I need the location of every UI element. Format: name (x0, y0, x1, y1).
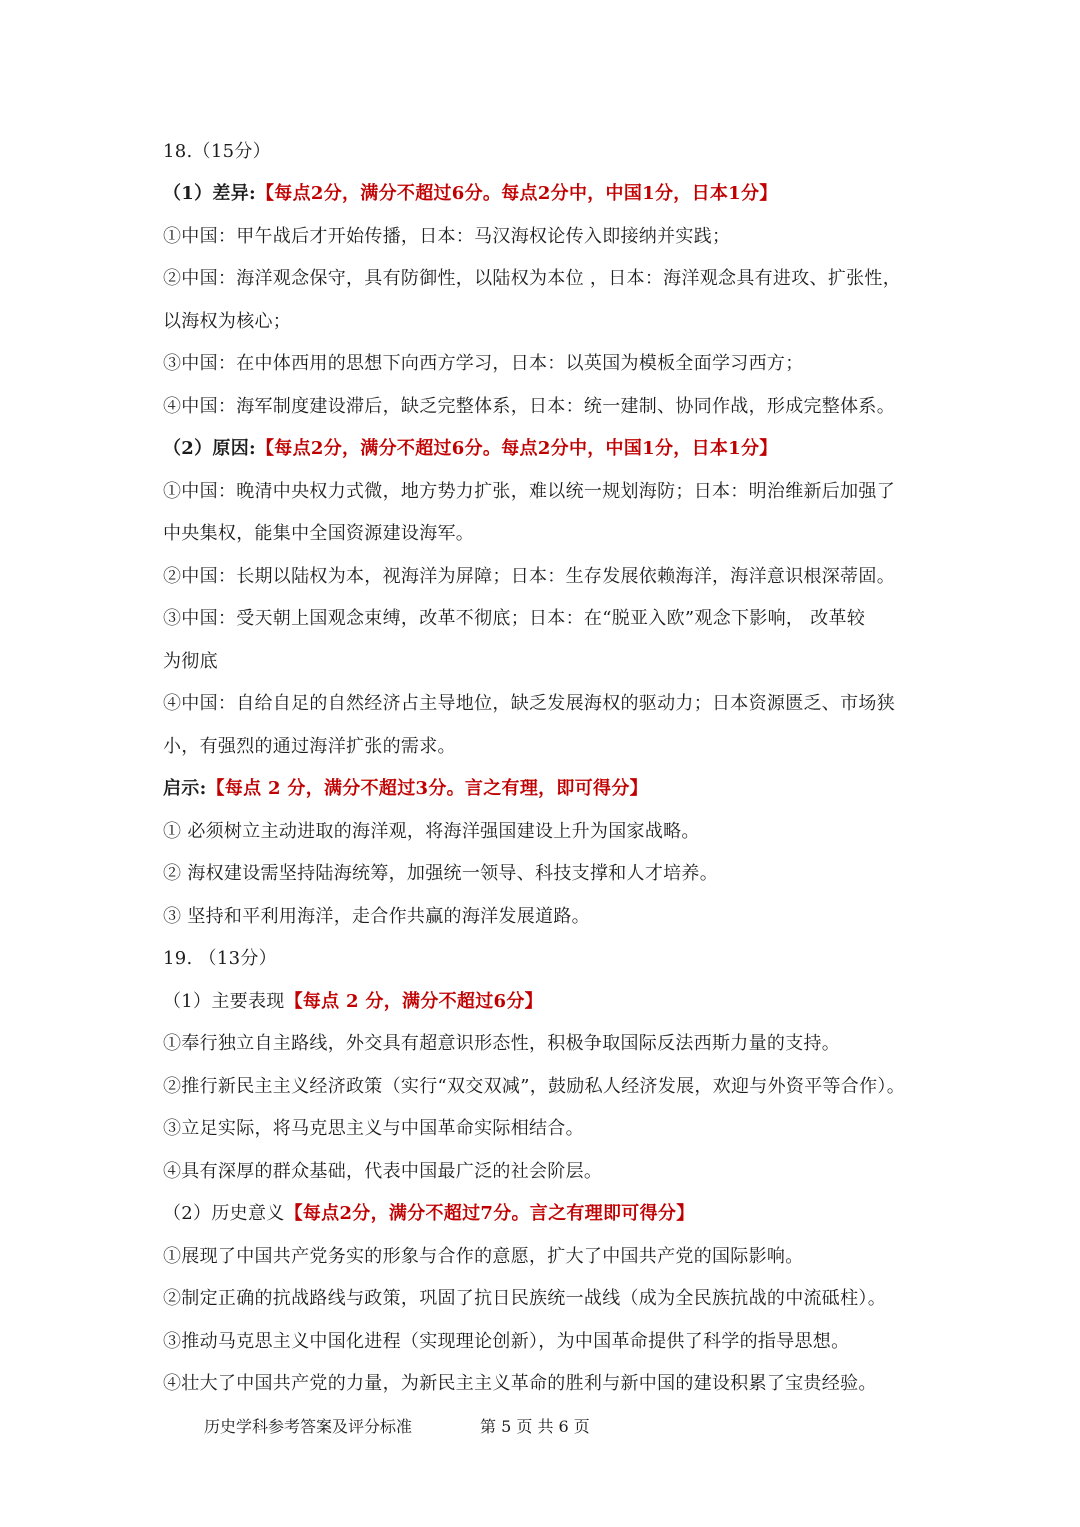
q19-part1-header (163, 990, 923, 1014)
q19-part2-item: ③推动马克思主义中国化进程（实现理论创新），为中国革命提供了科学的指导思想。 (163, 1331, 850, 1352)
q18-heading: 18.（15分） (163, 141, 271, 162)
q18-part1-header (163, 182, 923, 206)
q18-part1-label: （1）差异: (163, 183, 256, 204)
q18-part1-item: ④中国：海军制度建设滞后，缺乏完整体系，日本：统一建制、协同作战，形成完整体系。 (163, 396, 895, 417)
q19-part1-label: （1）主要表现 (163, 991, 285, 1012)
q18-part2-item: ①中国：晚清中央权力式微，地方势力扩张，难以统一规划海防；日本：明治维新后加强了 (163, 481, 895, 502)
q19-part2-item: ④壮大了中国共产党的力量，为新民主主义革命的胜利与新中国的建设积累了宝贵经验。 (163, 1373, 877, 1394)
q18-part2-item: 为彻底 (163, 651, 218, 672)
q18-part2-header (163, 437, 923, 461)
q18-part2-criteria: 【每点2分，满分不超过6分。每点2分中，中国1分，日本1分】 (255, 438, 778, 459)
q19-part1-item: ①奉行独立自主路线，外交具有超意识形态性，积极争取国际反法西斯力量的支持。 (163, 1033, 841, 1054)
q19-part1-item: ③立足实际，将马克思主义与中国革命实际相结合。 (163, 1118, 584, 1139)
q18-part2-item: ③中国：受天朝上国观念束缚，改革不彻底；日本：在“脱亚入欧”观念下影响， 改革较 (163, 608, 866, 629)
q19-part2-criteria: 【每点2分，满分不超过7分。言之有理即可得分】 (284, 1203, 695, 1224)
q19-heading: 19. （13分） (163, 948, 277, 969)
q18-part2-item: 小，有强烈的通过海洋扩张的需求。 (163, 736, 456, 757)
q19-part2-label: （2）历史意义 (163, 1203, 285, 1224)
q19-part2-header (163, 1202, 923, 1226)
q18-part1-criteria: 【每点2分，满分不超过6分。每点2分中，中国1分，日本1分】 (255, 183, 778, 204)
q18-part1-item: ②中国：海洋观念保守，具有防御性，以陆权为本位 ，日本：海洋观念具有进攻、扩张性， (163, 268, 902, 289)
q19-part2-item: ①展现了中国共产党务实的形象与合作的意愿，扩大了中国共产党的国际影响。 (163, 1246, 804, 1267)
q19-part2-item: ②制定正确的抗战路线与政策，巩固了抗日民族统一战线（成为全民族抗战的中流砥柱）。 (163, 1288, 886, 1309)
footer-subject: 历史学科参考答案及评分标准 (204, 1417, 413, 1436)
q18-part1-item: 以海权为核心； (163, 311, 292, 332)
q18-part2-item: ④中国：自给自足的自然经济占主导地位，缺乏发展海权的驱动力；日本资源匮乏、市场狭 (163, 693, 895, 714)
q19-part1-criteria: 【每点 2 分，满分不超过6分】 (284, 991, 543, 1012)
q18-part3-label: 启示: (163, 778, 207, 799)
q19-part1-item: ④具有深厚的群众基础，代表中国最广泛的社会阶层。 (163, 1161, 603, 1182)
q18-part2-label: （2）原因: (163, 438, 256, 459)
q18-part2-item: 中央集权，能集中全国资源建设海军。 (163, 523, 475, 544)
q18-part1-item: ①中国：甲午战后才开始传播，日本：马汉海权论传入即接纳并实践； (163, 226, 731, 247)
footer-page-number: 第 5 页 共 6 页 (480, 1417, 590, 1436)
q18-part1-item: ③中国：在中体西用的思想下向西方学习，日本：以英国为模板全面学习西方； (163, 353, 804, 374)
q18-part3-criteria: 【每点 2 分，满分不超过3分。言之有理，即可得分】 (206, 778, 648, 799)
q18-part3-header (163, 777, 923, 801)
q18-part3-item: ③ 坚持和平利用海洋，走合作共赢的海洋发展道路。 (163, 906, 590, 927)
q18-part3-item: ① 必须树立主动进取的海洋观，将海洋强国建设上升为国家战略。 (163, 821, 700, 842)
q19-part1-item: ②推行新民主主义经济政策（实行“双交双减”，鼓励私人经济发展，欢迎与外资平等合作）。 (163, 1076, 905, 1097)
q18-part2-item: ②中国：长期以陆权为本，视海洋为屏障；日本：生存发展依赖海洋，海洋意识根深蒂固。 (163, 566, 895, 587)
q18-part3-item: ② 海权建设需坚持陆海统筹，加强统一领导、科技支撑和人才培养。 (163, 863, 719, 884)
